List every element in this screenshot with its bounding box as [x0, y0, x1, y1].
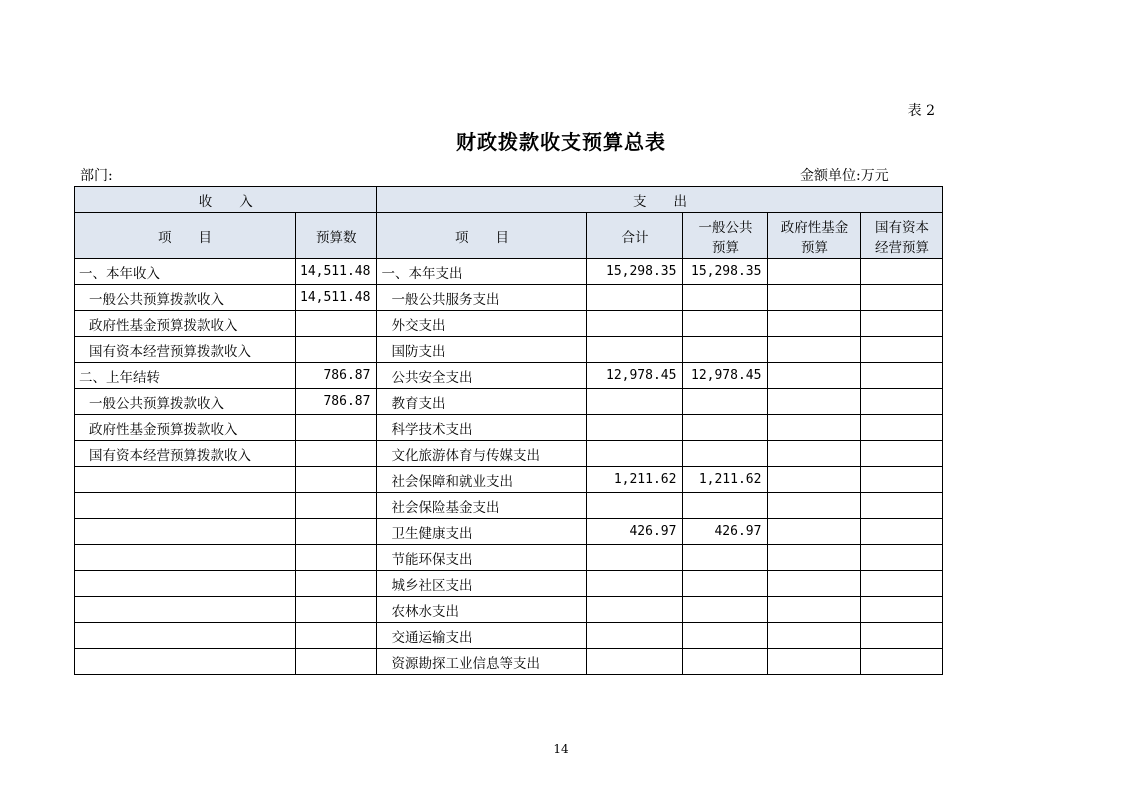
state-capital-cell [861, 467, 943, 493]
expense-item-cell: 社会保障和就业支出 [377, 467, 587, 493]
general-public-cell [683, 571, 768, 597]
general-public-cell [683, 597, 768, 623]
income-item-cell: 一般公共预算拨款收入 [75, 389, 296, 415]
gov-fund-cell [768, 389, 861, 415]
table-row [75, 441, 943, 467]
gov-fund-cell [768, 415, 861, 441]
income-value-cell [296, 519, 377, 545]
general-public-cell [683, 493, 768, 519]
income-item-cell [75, 597, 296, 623]
general-public-cell: 426.97 [683, 519, 768, 545]
expense-item-cell: 教育支出 [377, 389, 587, 415]
total-cell [587, 389, 683, 415]
income-value-cell [296, 493, 377, 519]
table-row [75, 623, 943, 649]
table-row [75, 259, 943, 285]
total-cell [587, 415, 683, 441]
total-cell: 1,211.62 [587, 467, 683, 493]
state-capital-cell [861, 493, 943, 519]
total-cell [587, 285, 683, 311]
general-public-cell: 1,211.62 [683, 467, 768, 493]
general-public-cell [683, 337, 768, 363]
income-value-cell [296, 415, 377, 441]
gov-fund-header: 政府性基金 预算 [768, 213, 861, 259]
table-row [75, 597, 943, 623]
state-capital-cell [861, 415, 943, 441]
income-item-cell: 政府性基金预算拨款收入 [75, 311, 296, 337]
gov-fund-cell [768, 519, 861, 545]
general-public-cell: 12,978.45 [683, 363, 768, 389]
state-capital-cell [861, 623, 943, 649]
total-header: 合计 [587, 213, 683, 259]
income-value-cell [296, 337, 377, 363]
general-public-cell [683, 415, 768, 441]
total-cell: 15,298.35 [587, 259, 683, 285]
income-value-cell [296, 311, 377, 337]
gov-fund-cell [768, 311, 861, 337]
total-cell [587, 649, 683, 675]
expense-item-cell: 农林水支出 [377, 597, 587, 623]
income-value-cell [296, 545, 377, 571]
table-row [75, 311, 943, 337]
state-capital-cell [861, 441, 943, 467]
general-public-cell [683, 311, 768, 337]
income-item-cell: 国有资本经营预算拨款收入 [75, 441, 296, 467]
income-item-cell [75, 493, 296, 519]
table-row [75, 363, 943, 389]
expense-item-cell: 公共安全支出 [377, 363, 587, 389]
income-item-cell [75, 623, 296, 649]
income-budget-header: 预算数 [296, 213, 377, 259]
income-value-cell [296, 597, 377, 623]
income-value-cell [296, 649, 377, 675]
state-capital-cell [861, 285, 943, 311]
gov-fund-cell [768, 259, 861, 285]
income-item-cell [75, 519, 296, 545]
expense-item-cell: 社会保险基金支出 [377, 493, 587, 519]
table-row [75, 649, 943, 675]
gov-fund-cell [768, 337, 861, 363]
general-public-cell [683, 649, 768, 675]
income-value-cell [296, 623, 377, 649]
table-row [75, 571, 943, 597]
income-item-cell [75, 545, 296, 571]
income-value-cell: 786.87 [296, 363, 377, 389]
expense-item-cell: 交通运输支出 [377, 623, 587, 649]
table-row [75, 337, 943, 363]
expense-item-cell: 城乡社区支出 [377, 571, 587, 597]
general-public-cell [683, 441, 768, 467]
income-item-cell: 一般公共预算拨款收入 [75, 285, 296, 311]
total-cell [587, 311, 683, 337]
table-row [75, 493, 943, 519]
state-capital-cell [861, 311, 943, 337]
gov-fund-cell [768, 649, 861, 675]
table-row [75, 519, 943, 545]
income-item-cell: 政府性基金预算拨款收入 [75, 415, 296, 441]
income-value-cell [296, 467, 377, 493]
total-cell [587, 493, 683, 519]
state-capital-cell [861, 571, 943, 597]
table-row [75, 285, 943, 311]
table-row [75, 389, 943, 415]
expense-item-cell: 外交支出 [377, 311, 587, 337]
gov-fund-cell [768, 571, 861, 597]
general-public-cell [683, 623, 768, 649]
state-capital-cell [861, 259, 943, 285]
table-number-label: 表 2 [907, 103, 935, 119]
total-cell: 12,978.45 [587, 363, 683, 389]
total-cell [587, 441, 683, 467]
income-item-header: 项 目 [75, 213, 296, 259]
expense-item-cell: 国防支出 [377, 337, 587, 363]
gov-fund-cell [768, 285, 861, 311]
total-cell [587, 623, 683, 649]
page-number: 14 [553, 742, 569, 756]
expense-item-cell: 文化旅游体育与传媒支出 [377, 441, 587, 467]
table-row [75, 467, 943, 493]
state-capital-cell [861, 545, 943, 571]
total-cell [587, 571, 683, 597]
gov-fund-cell [768, 545, 861, 571]
income-item-cell: 二、上年结转 [75, 363, 296, 389]
state-capital-cell [861, 597, 943, 623]
expense-item-cell: 科学技术支出 [377, 415, 587, 441]
income-value-cell: 786.87 [296, 389, 377, 415]
gov-fund-cell [768, 597, 861, 623]
general-public-header: 一般公共 预算 [683, 213, 768, 259]
total-cell [587, 545, 683, 571]
state-capital-cell [861, 649, 943, 675]
income-item-cell [75, 649, 296, 675]
budget-table [74, 186, 943, 675]
general-public-cell [683, 389, 768, 415]
income-item-cell [75, 467, 296, 493]
gov-fund-cell [768, 441, 861, 467]
state-capital-header: 国有资本 经营预算 [861, 213, 943, 259]
income-item-cell: 国有资本经营预算拨款收入 [75, 337, 296, 363]
state-capital-cell [861, 519, 943, 545]
income-header: 收 入 [75, 187, 377, 213]
gov-fund-cell [768, 493, 861, 519]
department-label: 部门: [80, 168, 113, 184]
income-value-cell [296, 441, 377, 467]
expense-item-cell: 节能环保支出 [377, 545, 587, 571]
income-value-cell [296, 571, 377, 597]
gov-fund-cell [768, 623, 861, 649]
table-row [75, 545, 943, 571]
general-public-cell: 15,298.35 [683, 259, 768, 285]
general-public-cell [683, 285, 768, 311]
state-capital-cell [861, 337, 943, 363]
expense-item-cell: 一、本年支出 [377, 259, 587, 285]
gov-fund-cell [768, 363, 861, 389]
state-capital-cell [861, 363, 943, 389]
total-cell: 426.97 [587, 519, 683, 545]
income-value-cell: 14,511.48 [296, 285, 377, 311]
gov-fund-cell [768, 467, 861, 493]
total-cell [587, 597, 683, 623]
expense-item-cell: 卫生健康支出 [377, 519, 587, 545]
state-capital-cell [861, 389, 943, 415]
income-item-cell [75, 571, 296, 597]
expense-item-cell: 一般公共服务支出 [377, 285, 587, 311]
unit-label: 金额单位:万元 [800, 168, 889, 184]
expense-item-header: 项 目 [377, 213, 587, 259]
income-value-cell: 14,511.48 [296, 259, 377, 285]
expense-header: 支 出 [377, 187, 943, 213]
page-title: 财政拨款收支预算总表 [456, 130, 666, 154]
general-public-cell [683, 545, 768, 571]
income-item-cell: 一、本年收入 [75, 259, 296, 285]
table-row [75, 415, 943, 441]
total-cell [587, 337, 683, 363]
expense-item-cell: 资源勘探工业信息等支出 [377, 649, 587, 675]
